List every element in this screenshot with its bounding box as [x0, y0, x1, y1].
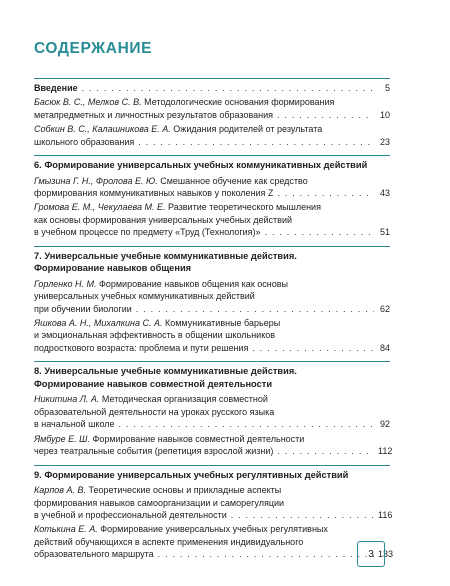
toc-entry[interactable]	[34, 123, 390, 148]
entry-page: 116	[378, 509, 393, 520]
leader-dots	[82, 82, 374, 94]
entry-title: Формирование навыков совместной деятельности	[92, 433, 305, 444]
entry-title: формирования коммуникативных навыков у поколения Z	[34, 188, 274, 199]
entry-title: образовательной деятельности на уроках русского языка	[34, 406, 275, 417]
entry-title: в учебном процессе по предмету «Труд (Технология)»	[34, 227, 261, 238]
entry-author: Собкин В. С., Калашникова Е. А.	[34, 124, 171, 135]
entry-page: 51	[379, 227, 390, 238]
leader-dots	[277, 445, 374, 457]
section-heading-line: 8. Универсальные учебные коммуникативные действия.	[34, 366, 297, 377]
leader-dots	[158, 548, 374, 560]
entry-title: Ожидания родителей от результата	[173, 124, 323, 135]
section-heading-line: Формирование навыков совместной деятельности	[34, 378, 273, 389]
entry-title: универсальных учебных коммуникативных действий	[34, 291, 255, 302]
entry-title: и эмоциональная эффективность в общении школьников	[34, 330, 276, 341]
entry-title: формирования навыков самоорганизации и саморегуляции	[34, 497, 285, 508]
entry-page: 112	[378, 446, 393, 457]
leader-dots	[138, 136, 374, 148]
entry-page: 10	[379, 109, 390, 120]
toc-entry[interactable]	[34, 278, 390, 315]
entry-title: через театральные события (репетиция взрослой жизни)	[34, 446, 274, 457]
entry-title: в начальной школе	[34, 419, 115, 430]
entry-title: Смешанное обучение как средство	[160, 175, 308, 186]
page-number: 3	[357, 541, 385, 567]
entry-author: Ямбуре Е. Ш.	[34, 433, 90, 444]
entry-page: 5	[384, 83, 390, 93]
toc-entry[interactable]	[34, 317, 390, 354]
section-heading[interactable]: 9. Формирование универсальных учебных регулятивных действий	[34, 469, 349, 480]
section-heading[interactable]	[34, 365, 390, 390]
entry-page: 133	[378, 549, 394, 560]
entry-author: Басюк В. С., Мелков С. В.	[34, 97, 142, 108]
entry-title: как основы формирования универсальных учебных действий	[34, 214, 293, 225]
toc-entry[interactable]	[34, 433, 393, 458]
entry-title: действий обучающихся в аспекте применения индивидуального	[34, 536, 304, 547]
entry-page: 62	[379, 303, 390, 314]
entry-title: Методическая организация совместной	[101, 394, 268, 405]
entry-title: Формирование навыков общения как основы	[99, 278, 288, 289]
toc-entry[interactable]	[34, 484, 393, 521]
entry-title: в учебной и профессиональной деятельности	[34, 509, 227, 520]
toc-entry[interactable]	[34, 393, 390, 430]
leader-dots	[277, 109, 374, 121]
leader-dots	[265, 226, 374, 238]
entry-page: 43	[379, 188, 390, 199]
entry-title: подросткового возраста: проблема и пути решения	[34, 342, 249, 353]
entry-author: Гмызина Г. Н., Фролова Е. Ю.	[34, 175, 158, 186]
leader-dots	[136, 303, 374, 315]
entry-title: Коммуникативные барьеры	[165, 318, 281, 329]
entry-title: Теоретические основы и прикладные аспекты	[88, 485, 282, 496]
entry-author: Горленко Н. М.	[34, 278, 97, 289]
toc-entry[interactable]	[34, 523, 394, 560]
entry-title: Развитие теоретического мышления	[168, 202, 321, 213]
entry-author: Яшкова А. Н., Михалкина С. А.	[34, 318, 163, 329]
entry-title: метапредметных и личностных результатов образования	[34, 109, 274, 120]
section-heading-line: 7. Универсальные учебные коммуникативные действия.	[34, 250, 297, 261]
leader-dots	[252, 342, 374, 354]
entry-author: Котькина Е. А.	[34, 524, 98, 535]
entry-author: Карпов А. В.	[34, 485, 86, 496]
entry-page: 23	[379, 136, 390, 147]
toc-entry[interactable]	[34, 175, 390, 200]
section-divider	[34, 246, 390, 247]
section-heading[interactable]	[34, 250, 390, 275]
entry-author: Громова Е. М., Чекулаева М. Е.	[34, 202, 166, 213]
toc-entry[interactable]	[34, 201, 390, 238]
page-title: СОДЕРЖАНИЕ	[34, 40, 153, 57]
entry-author: Никитина Л. А.	[34, 394, 100, 405]
section-heading-line: Формирование навыков общения	[34, 263, 192, 274]
entry-title: Введение	[34, 83, 78, 93]
table-of-contents	[34, 78, 394, 563]
leader-dots	[277, 187, 374, 199]
entry-title: образовательного маршрута	[34, 549, 154, 560]
section-divider	[34, 78, 390, 79]
toc-entry[interactable]	[34, 96, 390, 121]
leader-dots	[119, 418, 374, 430]
leader-dots	[231, 509, 374, 521]
entry-page: 92	[379, 419, 390, 430]
toc-entry-intro[interactable]	[34, 82, 390, 94]
entry-title: при обучении биологии	[34, 303, 132, 314]
section-divider	[34, 465, 390, 466]
entry-title: Формирование универсальных учебных регулятивных	[100, 524, 328, 535]
entry-title: Методологические основания формирования	[144, 97, 335, 108]
entry-title: школьного образования	[34, 136, 135, 147]
entry-page: 84	[379, 342, 390, 353]
section-divider	[34, 361, 390, 362]
section-divider	[34, 155, 390, 156]
section-heading[interactable]: 6. Формирование универсальных учебных коммуникативных действий	[34, 160, 368, 171]
